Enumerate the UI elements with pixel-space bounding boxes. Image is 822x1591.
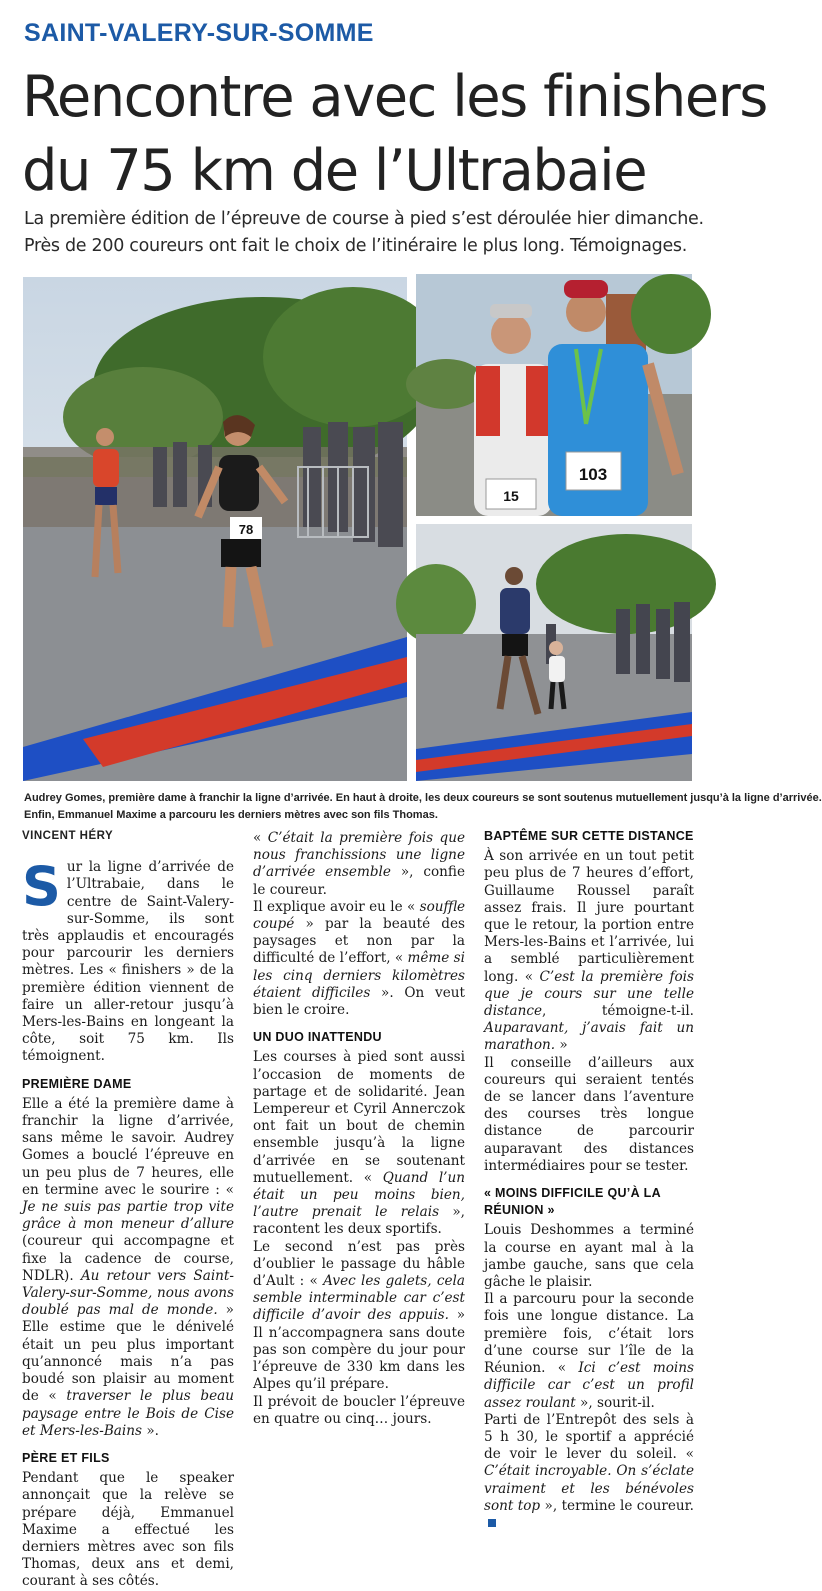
standfirst-line-1: La première édition de l’épreuve de course à pied s’est déroulée hier dimanche. [24, 209, 704, 229]
paragraph-duo: Les courses à pied sont aussi l’occasion de moments de partage et de solidarité. Jean Lempereur et Cyril Annerczok ont fait un bout de chemin ensemble jusqu’à la ligne d’arrivée en se soutenant mutuellement. « Quand l’un était un peu moins bien, l’autre prenait le relais », racontent les deux sportifs. [253, 1049, 465, 1238]
subheading-premiere-dame: PREMIÈRE DAME [22, 1076, 132, 1091]
article-column-1 [22, 826, 234, 1591]
portrait-photo [416, 274, 692, 516]
caption-line-2: Enfin, Emmanuel Maxime a parcouru les derniers mètres avec son fils Thomas. [24, 809, 438, 821]
subheading-bapteme: BAPTÊME SUR CETTE DISTANCE [484, 829, 694, 843]
drop-cap: S [22, 855, 61, 919]
paragraph-jours: Il prévoit de boucler l’épreuve en quatre ou cinq… jours. [253, 1393, 465, 1427]
caption-line-1: Audrey Gomes, première dame à franchir la ligne d’arrivée. En haut à droite, les deux coureurs se sont soutenus mutuellement jusqu’à la ligne d’arrivée. [24, 792, 822, 804]
portrait-bib-left: 15 [503, 488, 519, 504]
paragraph-premiere-dame: Elle a été la première dame à franchir la ligne d’arrivée, sans même le savoir. Audrey Gomes a bouclé l’épreuve en un peu plus de 7 heures, elle en termine avec le sourire : « Je ne suis pas partie trop vite grâce à mon meneur d’allure (coureur qui accompagne et fixe la cadence de course, NDLR). Au retour vers Saint-Valery-sur-Somme, nous avons doublé pas mal de monde. » Elle estime que le dénivelé était un peu plus important qu’annoncé mais n’a pas boudé son plaisir au moment de « traverser le plus beau paysage entre le Bois de Cise et Mers-les-Bains ». [22, 1095, 234, 1439]
end-mark [488, 1519, 496, 1527]
father-son-photo [416, 524, 692, 781]
subheading-duo: UN DUO INATTENDU [253, 1030, 382, 1045]
paragraph-hable: Le second n’est pas près d’oublier le passage du hâble d’Ault : « Avec les galets, cela semble interminable car c’est difficile d’avoir des appuis. » Il n’accompagnera sans doute pas son compère du jour pour l’épreuve de 330 km dans les Alpes qu’il prépare. [253, 1238, 466, 1393]
section-kicker: SAINT-VALERY-SUR-SOMME [24, 19, 374, 47]
standfirst [24, 206, 704, 260]
paragraph-pere-et-fils: Pendant que le speaker annonçait que la relève se prépare déjà, Emmanuel Maxime a effectué les derniers mètres avec son fils Thomas, deux ans et demi, courant à ses côtés. [22, 1470, 234, 1590]
portrait-bib-right: 103 [578, 465, 608, 484]
headline-line-2: du 75 km de l’Ultrabaie [22, 138, 647, 204]
paragraph-conseil: Il conseille d’ailleurs aux coureurs qui seraient tentés de se lancer dans l’aventure des courses très longue distance de parcourir auparavant des distances intermédiaires pour se tester. [484, 1054, 694, 1174]
subheading-pere-et-fils: PÈRE ET FILS [22, 1450, 110, 1465]
article-column-3 [484, 826, 694, 1532]
paragraph-seconde-fois: Il a parcouru pour la seconde fois une longue distance. La première fois, c’était lors d’une course sur l’île de la Réunion. « Ici c’est moins difficile car c’est un profil assez roulant », sourit-il. [484, 1291, 694, 1411]
paragraph-deshommes: Louis Deshommes a terminé la course en ayant mal à la jambe gauche, sans que cela gâche le plaisir. [484, 1222, 694, 1291]
paragraph-souffle-coupe: Il explique avoir eu le « souffle coupé » par la beauté des paysages et non par la difficulté de l’effort, « même si les cinq derniers kilomètres étaient difficiles ». On veut bien le croire. [253, 898, 466, 1019]
photo-caption [24, 790, 822, 824]
paragraph-bapteme: À son arrivée en un tout petit peu plus de 7 heures d’effort, Guillaume Roussel paraît assez frais. Il jure pourtant que le retour, la portion entre Mers-les-Bains et l’arrivée, lui a semblé particulièrement long. « C’est la première fois que je cours sur une telle distance, témoigne-t-il. Auparavant, j’avais fait un marathon. » [484, 848, 694, 1054]
main-photo [23, 277, 407, 781]
main-bib-number: 78 [238, 522, 254, 537]
headline-line-1: Rencontre avec les finishers [22, 64, 767, 130]
paragraph-quote-ensemble: « C’était la première fois que nous franchissions une ligne d’arrivée ensemble », confie le coureur. [253, 830, 465, 898]
standfirst-line-2: Près de 200 coureurs ont fait le choix de l’itinéraire le plus long. Témoignages. [24, 236, 687, 256]
subheading-reunion: « MOINS DIFFICILE QU’À LA RÉUNION » [484, 1186, 661, 1218]
headline [22, 60, 767, 208]
intro-paragraph: Sur la ligne d’arrivée de l’Ultrabaie, dans le centre de Saint-Valery-sur-Somme, ils sont très applaudis et encouragés pour parcourir les derniers mètres. Les « finishers » de la première édition viennent de faire un aller-retour jusqu’à Mers-les-Bains en longeant la côte, soit 75 km. Ils témoignent. [22, 855, 234, 1065]
article-column-2 [253, 830, 465, 1428]
paragraph-entrepot: Parti de l’Entrepôt des sels à 5 h 30, le sportif a apprécié de voir le lever du soleil. « C’était incroyable. On s’éclate vraiment et les bénévoles sont top », termine le coureur. [484, 1412, 694, 1532]
byline: VINCENT HÉRY [22, 830, 114, 842]
